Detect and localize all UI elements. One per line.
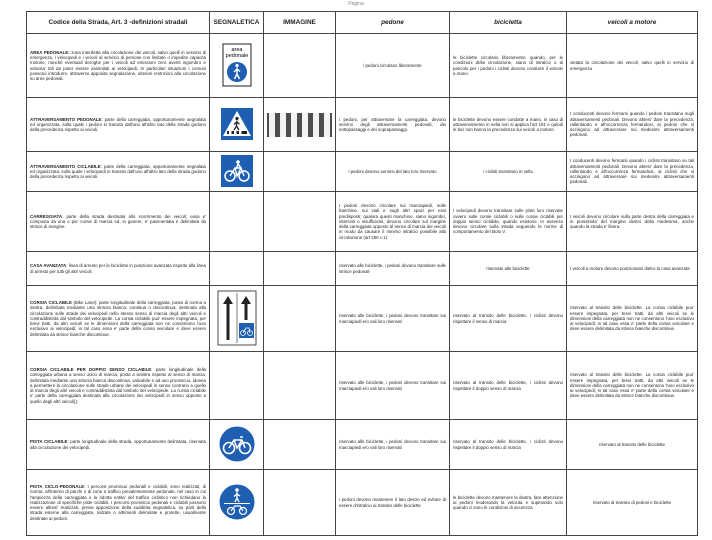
definition-cell	[27, 98, 210, 152]
header-veicoli: veicoli a motore	[567, 12, 698, 34]
header-bicicletta: bicicletta	[450, 12, 567, 34]
bike-lane-sign-icon	[217, 290, 257, 346]
image-cell	[264, 252, 336, 286]
definition-title: ATTRAVERSAMENTO CICLABILE	[30, 163, 101, 169]
definition-cell	[27, 286, 210, 352]
sign-cell	[210, 470, 264, 536]
definition-title: PISTA CICLO-PEDONALE	[30, 483, 85, 489]
veicoli-cell: I veicoli a motore devono posizionarsi dietro la casa avanzata	[567, 252, 698, 286]
image-cell	[264, 286, 336, 352]
veicoli-cell: riservato al transito di pedoni e biciclette	[567, 470, 698, 536]
sign-cell	[210, 192, 264, 252]
sign-cell	[210, 98, 264, 152]
definition-text: : parte della carreggiata, opportunamente segnalata ed organizzata, sulla quale i pedoni in transito dall'uno all'altro lato della strada godono della precedenza rispetto ai veicoli.	[30, 116, 206, 133]
sign-cell	[210, 286, 264, 352]
pedone-cell: I pedoni devono circolare sui marciapiedi, sulle banchine, sui viali e sugli altri spazi per essi predisposti; qualora questi manchino, siano ingombri, interrotti o insufficienti, devono circolare sul margine della carreggiata opposto al senso di marcia dei veicoli in modo da causare il minimo intralcio possibile alla circolazione (art 190 c.1)	[336, 192, 450, 252]
sign-cell	[210, 420, 264, 470]
definition-title: ATTRAVERSAMENTO PEDONALE	[30, 116, 102, 122]
definition-text: : parte della strada destinata allo scorrimento dei veicoli; essa e' composta da una o piu' corsie di marcia ed, in genere, e' pavimentata e delimitata da strisce di margine.	[30, 213, 206, 230]
sign-cell	[210, 352, 264, 420]
veicoli-cell: riservato al transito delle biciclette. La corsia ciclabile puo' essere impegnata, per brevi tratti, da altri veicoli se le dimensioni della carreggiata non ne consentono l'uso esclusivo ai velocipedi; in tal caso essa e' parte della corsia veicolare e deve essere delimitata da strisce bianche discontinue.	[567, 352, 698, 420]
pedone-cell: riservato alle biciclette, i pedoni devono transitare sui marciapiedi e/o vali loro riservati	[336, 286, 450, 352]
bicicletta-cell: riservato al transito delle biciclette, i ciclisti devono rispettare il doppio senso di marcia	[450, 352, 567, 420]
veicoli-cell: vietata la circolazione dei veicoli, salvo quelli in servizio di emergenza	[567, 34, 698, 98]
definition-cell	[27, 152, 210, 192]
cycle-crossing-sign-icon	[220, 154, 254, 188]
definition-title: CORSIA CICLABILE	[30, 299, 72, 305]
pedone-cell: riservato alle biciclette, i pedoni devono transitare sulle strisce pedonali	[336, 252, 450, 286]
definition-title: CARREGGIATA	[30, 213, 63, 219]
bicicletta-text: I velocipedi devono transitare sulle piste loro riservate ovvero sulle corsie ciclabili o sulle corsie ciclabili per doppio senso ciclabile, quando esistono. In assenza devono circolare sulla strada seguendo le norme di comportamento del titolo V.	[453, 208, 563, 235]
table-row	[27, 192, 698, 252]
pedone-cell: riservato alle biciclette, i pedoni devono transitare sui marciapiedi e/o vali loro riservati	[336, 420, 450, 470]
definition-text: : linea di arresto per le biciclette in posizione avanzata rispetto alla linea di arresto per tutti gli altri veicoli.	[30, 263, 206, 274]
pedone-cell: i pedoni, per attraversare la carreggiata, devono servirsi degli attraversamenti pedonali, dei sottopassaggi e dei soprapassaggi.	[336, 98, 450, 152]
definition-cell	[27, 420, 210, 470]
area-pedonale-sign-icon	[222, 43, 252, 87]
veicoli-cell: I conducenti devono fermarsi quando i ciclisti transitano su tali attraversamenti pedonali. Devono altresi' dare la precedenza, rallentando e all'occorrenza fermandosi, ai ciclisti che si accingono ad attraversare sui medesimi attraversamenti pedonali.	[567, 152, 698, 192]
definition-cell	[27, 252, 210, 286]
pedone-cell: i pedoni devono mantenere il lato destro ed evitare di essere d'intralcio ai transito delle biciclette	[336, 470, 450, 536]
table-row	[27, 34, 698, 98]
sign-cell	[210, 252, 264, 286]
bicicletta-cell: riservato al transito delle biciclette, i ciclisti devono rispettare il senso di marcia	[450, 286, 567, 352]
definition-text: (Bike Lane): parte longitudinale della carreggiata, posta di norma a destra, delimitata mediante una striscia bianca, continua o discontinua, destinata alla circolazione sulle strade dei velocipedi nello stesso senso di marcia degli altri veicoli e contraddistinta dal simbolo del velocipede. La corsia ciclabile puo' essere impegnata, per brevi tratti, da altri veicoli se le dimensioni della carreggiata non ne consentono l'uso esclusivo ai velocipedi; in tal caso essa e' parte della corsia veicolare e deve essere delimitata da strisce bianche discontinue.	[30, 299, 206, 337]
definition-text: zona interdetta alla circolazione dei veicoli, salvo quelli in servizio di emergenza, i velocipedi e i veicoli al servizio di persone con limitate o impedite capacità motorie, nonché eventuali deroghe per i veicoli ad emissioni zero aventi ingombro e velocita' tali da poter essere assimilati ai velocipedi. In particolari situazioni i comuni possono introdurre, attraverso apposita segnalazione, ulteriori restrizioni alla circolazione su aree pedonali.	[30, 49, 207, 82]
definition-title: CORSIA CICLABILE PER DOPPIO SENSO CICLABILE	[30, 366, 152, 372]
veicoli-cell: riservato al transito delle biciclette	[567, 420, 698, 470]
bicicletta-cell: le biciclette devono mantenere la destra, fare attenzione ai pedoni moderando la velocita e superando solo quando ci sono le condizioni di sicurezza	[450, 470, 567, 536]
table-row	[27, 252, 698, 286]
image-cell	[264, 34, 336, 98]
table-row	[27, 286, 698, 352]
sign-cell	[210, 34, 264, 98]
image-cell	[264, 152, 336, 192]
bicicletta-cell	[450, 192, 567, 252]
definition-title: CASA AVANZATA	[30, 263, 67, 269]
table-row	[27, 98, 698, 152]
definition-text: : parte longitudinale della carreggiata urbana a senso unico di marcia, posta a sinistra rispetto al senso di marcia, delimitata mediante una striscia bianca discontinua, valicabile e ad uso promiscuo, idonea a permettere la circolazione sulle strade urbane dei velocipedi in senso contrario a quello di marcia degli altri veicoli e contraddistinta dal simbolo del velocipede. La corsia ciclabile e' parte della carreggiata destinata alla circolazione dei velocipedi in senso opposto a quello degli altri veicoli));	[30, 366, 206, 404]
bicicletta-cell: le biciclette devono essere condotte a mano, in caso di attraversamento in sella non si applica l'art 191 e quindi le bici non hanno la precedenza sui veicoli a motore.	[450, 98, 567, 152]
table-row	[27, 420, 698, 470]
image-cell	[264, 420, 336, 470]
pedestrian-crossing-sign-icon	[220, 107, 254, 141]
header-immagine: IMMAGINE	[264, 12, 336, 34]
image-cell	[264, 192, 336, 252]
header-row	[27, 12, 698, 34]
definition-text: : I percorsi promiscui pedonali e ciclabili, sono realizzati, di norma, all'interno di parchi o di zone a traffico prevalentemente pedonale, nel caso in cui l'ampiezza della carreggiata o la ridotta entita' del traffico ciclistico non richiedano la realizzazione di specifiche piste ciclabili. I percorsi promiscui pedonali e ciclabili possono essere altresi' realizzati, previa apposizione della suddetta segnaletica, su parti della strada esterne alla carreggiata, rialzate o altrimenti delimitate e protette, usualmente destinate ai pedoni.	[30, 483, 206, 521]
definition-title: PISTA CICLABILE	[30, 439, 68, 445]
svg-text:area: area	[230, 46, 243, 53]
shared-path-sign-icon	[218, 483, 256, 521]
bicicletta-cell: i ciclisti transitano in sella	[450, 152, 567, 192]
svg-text:pedonale: pedonale	[225, 52, 248, 59]
sign-cell	[210, 152, 264, 192]
bicicletta-cell: le biciclette circolano liberamente; quando, per le condizioni della circolazione, siano di intralcio o di pericolo per i pedoni i ciclisti devono condurre il veicolo a mano.	[450, 34, 567, 98]
definition-text: : parte della carreggiata, opportunamente segnalata ed organizzata, sulla quale i velocipedi in transito dall'uno all'altro lato della strada godono della precedenza rispetto ai veicoli.	[30, 163, 206, 180]
header-codice: Codice della Strada, Art. 3 -definizioni stradali	[27, 12, 210, 34]
image-cell	[264, 98, 336, 152]
zebra-crossing-photo	[267, 113, 332, 137]
road-definitions-table	[26, 11, 698, 536]
pedone-cell: riservato alle biciclette, i pedoni devono transitare sui marciapiedi e/o vali loro riservati	[336, 352, 450, 420]
header-segnaletica: SEGNALETICA	[210, 12, 264, 34]
definition-title: AREA PEDONALE:	[30, 49, 70, 55]
pedone-cell: i pedoni circolano liberamente	[336, 34, 450, 98]
definition-cell	[27, 352, 210, 420]
table-row	[27, 352, 698, 420]
definition-cell	[27, 470, 210, 536]
page-header: Pagina	[348, 1, 364, 7]
image-cell	[264, 352, 336, 420]
veicoli-cell: I veicoli devono circolare sulla parte destra della carreggiata e in prossimita' del margine destro della medesima, anche quando la strada e' libera.	[567, 192, 698, 252]
definition-text: : parte longitudinale della strada, opportunamente delimitata, riservata alla circolazione dei velocipedi.	[30, 439, 206, 450]
cycle-path-sign-icon	[218, 425, 256, 463]
header-pedone: pedone	[336, 12, 450, 34]
table-row	[27, 152, 698, 192]
definition-cell	[27, 192, 210, 252]
bicicletta-cell: riservato al transito delle biciclette, i ciclisti devono rispettare il doppio senso di marcia	[450, 420, 567, 470]
veicoli-cell: I conducenti devono fermarsi quando i pedoni transitano sugli attraversamenti pedonali. Devono altresi' dare la precedenza, rallentando e all'occorrenza fermandosi, ai pedoni che si accingono ad attraversare sui medesimi attraversamenti pedonali.	[567, 98, 698, 152]
veicoli-cell: riservato al transito delle biciclette. La corsia ciclabile puo' essere impegnata, per brevi tratti, da altri veicoli se le dimensioni della carreggiata non ne consentono l'uso esclusivo ai velocipedi; in tal caso essa e' parte della corsia veicolare e deve essere delimitata da strisce bianche discontinue.	[567, 286, 698, 352]
bicicletta-cell: riservato alle biciclette	[450, 252, 567, 286]
image-cell	[264, 470, 336, 536]
pedone-cell: i pedoni devono servirsi del lato loro riservato	[336, 152, 450, 192]
table-row	[27, 470, 698, 536]
definition-cell	[27, 34, 210, 98]
